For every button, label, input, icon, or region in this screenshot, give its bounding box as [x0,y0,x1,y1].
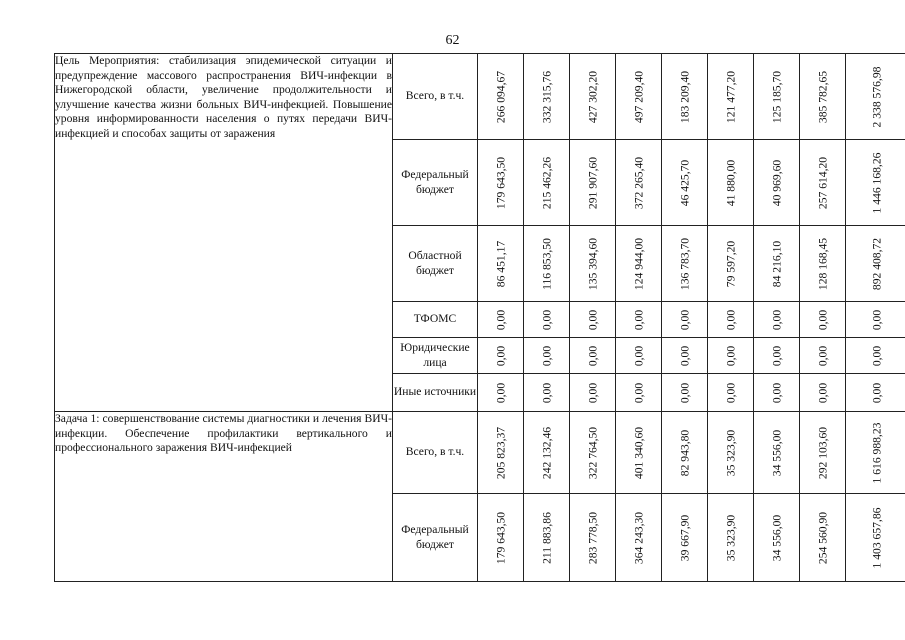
value-text: 0,00 [540,345,553,366]
value-cell [524,54,570,140]
value-cell [662,226,708,302]
value-text: 372 265,40 [632,156,645,209]
value-cell [708,302,754,338]
funding-source: Юридические лица [393,338,478,374]
value-text: 39 667,90 [678,514,691,561]
value-text: 205 823,37 [494,426,507,479]
value-text: 34 556,00 [770,429,783,476]
value-cell [524,140,570,226]
value-text: 40 969,60 [770,159,783,206]
value-cell [524,226,570,302]
value-text: 401 340,60 [632,426,645,479]
value-cell [616,412,662,494]
value-text: 0,00 [770,309,783,330]
value-text: 0,00 [870,382,883,403]
value-text: 124 944,00 [632,237,645,290]
value-text: 116 853,50 [540,237,553,290]
value-cell [570,226,616,302]
value-text: 86 451,17 [494,240,507,287]
value-text: 385 782,65 [816,70,829,123]
value-cell [662,374,708,412]
funding-source: Федеральный бюджет [393,140,478,226]
value-text: 266 094,67 [494,70,507,123]
value-cell [754,494,800,582]
value-text: 82 943,80 [678,429,691,476]
value-cell [800,494,846,582]
value-text: 0,00 [494,345,507,366]
value-cell [570,412,616,494]
value-cell [846,494,905,582]
value-text: 1 446 168,26 [870,152,883,213]
value-cell [800,302,846,338]
value-cell [800,226,846,302]
value-text: 0,00 [770,345,783,366]
value-text: 427 302,20 [586,70,599,123]
value-cell [662,494,708,582]
value-cell [846,140,905,226]
value-text: 128 168,45 [816,237,829,290]
value-cell [570,302,616,338]
value-cell [616,54,662,140]
value-text: 892 408,72 [870,237,883,290]
table-row [55,54,905,140]
value-text: 364 243,30 [632,511,645,564]
value-cell [524,494,570,582]
value-cell [662,412,708,494]
value-text: 0,00 [632,309,645,330]
page-number: 62 [445,33,460,48]
funding-source: Федеральный бюджет [393,494,478,582]
value-text: 0,00 [586,309,599,330]
value-text: 497 209,40 [632,70,645,123]
value-text: 257 614,20 [816,156,829,209]
value-cell [478,338,524,374]
value-cell [570,54,616,140]
value-text: 0,00 [494,382,507,403]
value-cell [754,338,800,374]
value-text: 0,00 [816,382,829,403]
value-cell [524,338,570,374]
value-cell [570,494,616,582]
value-text: 41 880,00 [724,159,737,206]
table-row [55,412,905,494]
value-cell [846,226,905,302]
value-text: 1 403 657,86 [870,507,883,568]
value-cell [708,494,754,582]
value-cell [662,54,708,140]
value-cell [570,140,616,226]
budget-table [54,53,905,582]
value-cell [846,374,905,412]
value-cell [478,374,524,412]
value-cell [754,374,800,412]
value-text: 34 556,00 [770,514,783,561]
value-cell [800,54,846,140]
value-cell [478,54,524,140]
value-cell [754,302,800,338]
value-cell [616,226,662,302]
value-text: 2 338 576,98 [870,66,883,127]
value-text: 0,00 [870,345,883,366]
value-text: 0,00 [632,345,645,366]
value-cell [524,374,570,412]
value-text: 0,00 [586,382,599,403]
value-text: 0,00 [870,309,883,330]
value-cell [524,302,570,338]
value-cell [616,374,662,412]
value-cell [708,412,754,494]
value-text: 125 185,70 [770,70,783,123]
value-cell [846,412,905,494]
value-cell [524,412,570,494]
value-cell [754,412,800,494]
value-cell [616,140,662,226]
funding-source: Всего, в т.ч. [393,54,478,140]
value-text: 0,00 [816,309,829,330]
value-cell [478,412,524,494]
value-text: 242 132,46 [540,426,553,479]
value-cell [708,374,754,412]
value-cell [478,302,524,338]
value-text: 211 883,86 [540,511,553,564]
value-text: 0,00 [678,309,691,330]
value-text: 179 643,50 [494,156,507,209]
value-text: 79 597,20 [724,240,737,287]
value-cell [708,54,754,140]
value-cell [800,338,846,374]
value-cell [616,302,662,338]
value-text: 179 643,50 [494,511,507,564]
value-cell [708,338,754,374]
value-text: 332 315,76 [540,70,553,123]
value-cell [708,226,754,302]
value-cell [754,226,800,302]
value-text: 0,00 [724,382,737,403]
value-text: 0,00 [724,309,737,330]
task-description: Задача 1: совершенствование системы диагностики и лечения ВИЧ-инфекции. Обеспечение профилактики вертикального и профессионального заражения ВИЧ-инфекцией [55,412,393,582]
value-cell [616,338,662,374]
value-text: 215 462,26 [540,156,553,209]
value-text: 283 778,50 [586,511,599,564]
value-text: 0,00 [816,345,829,366]
value-text: 136 783,70 [678,237,691,290]
value-text: 35 323,90 [724,514,737,561]
value-cell [708,140,754,226]
value-cell [846,338,905,374]
goal-description: Цель Мероприятия: стабилизация эпидемической ситуации и предупреждение массового распространения ВИЧ-инфекции в Нижегородской области, увеличение продолжительности и улучшение качества жизни больных ВИЧ-инфекцией. Повышение уровня информированности населения о путях передачи ВИЧ-инфекцией и способах защиты от заражения [55,54,393,412]
value-text: 0,00 [632,382,645,403]
funding-source: Областной бюджет [393,226,478,302]
value-text: 1 616 988,23 [870,422,883,483]
value-text: 292 103,60 [816,426,829,479]
value-cell [662,302,708,338]
value-cell [616,494,662,582]
value-text: 0,00 [724,345,737,366]
value-cell [478,226,524,302]
value-text: 0,00 [494,309,507,330]
value-text: 183 209,40 [678,70,691,123]
value-cell [478,140,524,226]
value-cell [754,140,800,226]
value-cell [570,374,616,412]
value-text: 0,00 [540,309,553,330]
value-text: 0,00 [540,382,553,403]
value-cell [800,374,846,412]
funding-source: ТФОМС [393,302,478,338]
value-text: 0,00 [678,382,691,403]
value-text: 135 394,60 [586,237,599,290]
value-cell [662,140,708,226]
funding-source: Иные источники [393,374,478,412]
value-text: 0,00 [770,382,783,403]
value-text: 46 425,70 [678,159,691,206]
value-cell [570,338,616,374]
value-cell [662,338,708,374]
value-text: 35 323,90 [724,429,737,476]
value-cell [800,140,846,226]
value-cell [846,302,905,338]
value-cell [754,54,800,140]
value-cell [800,412,846,494]
value-text: 84 216,10 [770,240,783,287]
value-text: 254 560,90 [816,511,829,564]
value-text: 121 477,20 [724,70,737,123]
funding-source: Всего, в т.ч. [393,412,478,494]
value-text: 0,00 [586,345,599,366]
value-cell [478,494,524,582]
value-text: 322 764,50 [586,426,599,479]
value-text: 291 907,60 [586,156,599,209]
value-text: 0,00 [678,345,691,366]
value-cell [846,54,905,140]
